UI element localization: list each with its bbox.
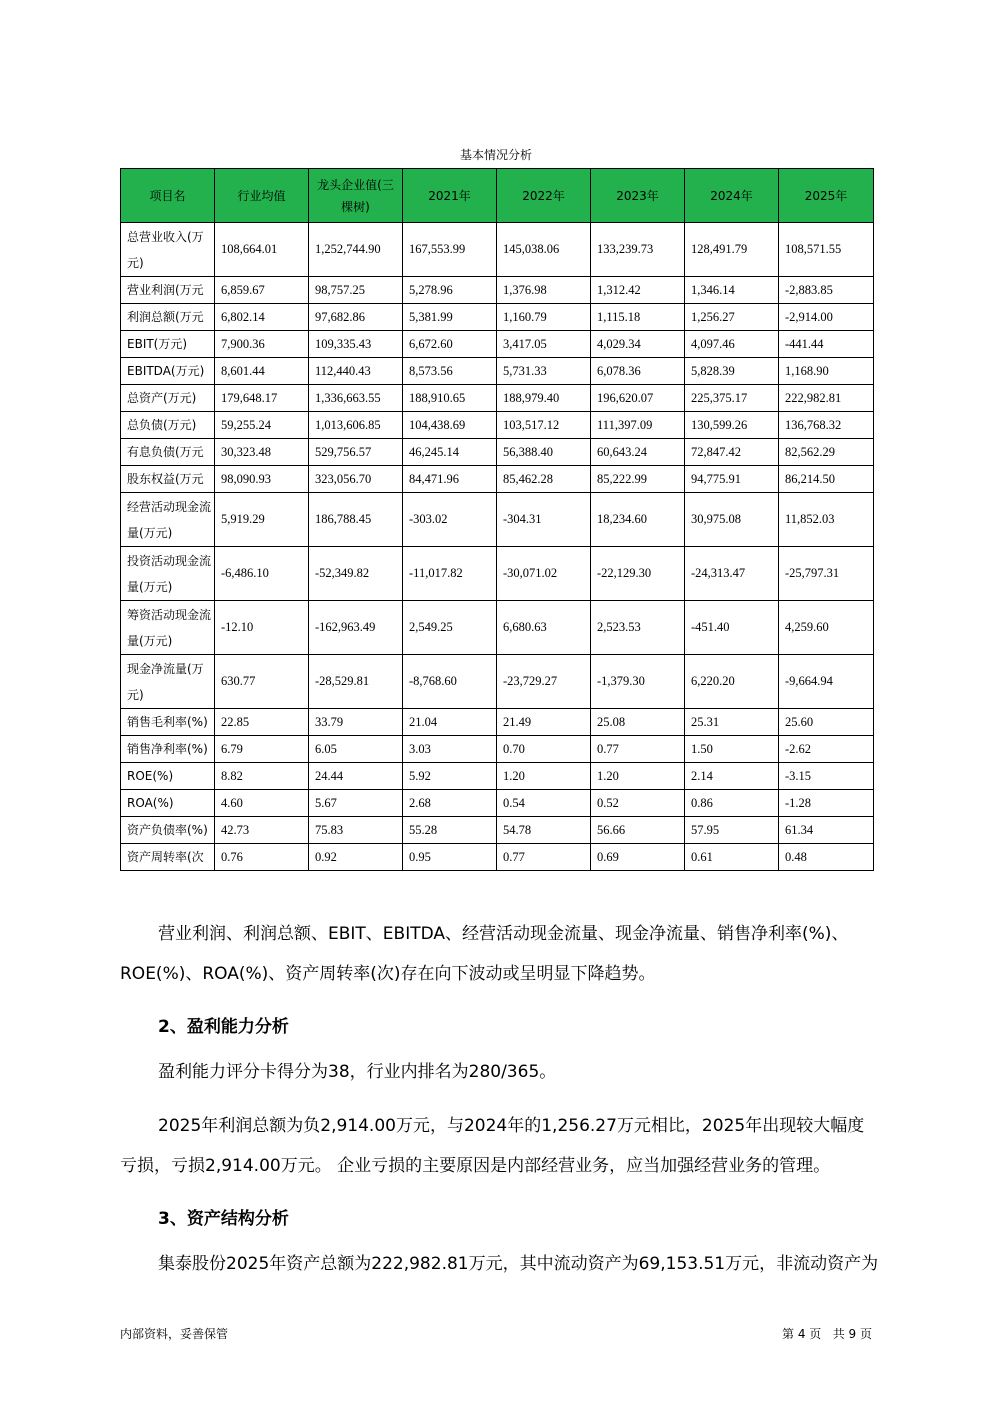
row-label: 总营业收入(万元)	[121, 223, 215, 277]
table-cell: 1.20	[497, 763, 591, 790]
table-cell: 8,573.56	[403, 358, 497, 385]
table-header-cell: 2023年	[591, 169, 685, 223]
table-cell: 1,312.42	[591, 277, 685, 304]
table-cell: 22.85	[215, 709, 309, 736]
table-cell: 1,256.27	[685, 304, 779, 331]
table-row	[121, 736, 874, 763]
table-cell: -22,129.30	[591, 547, 685, 601]
table-cell: -1.28	[779, 790, 874, 817]
table-cell: -304.31	[497, 493, 591, 547]
table-row	[121, 466, 874, 493]
table-cell: -12.10	[215, 601, 309, 655]
table-cell: -6,486.10	[215, 547, 309, 601]
table-cell: -52,349.82	[309, 547, 403, 601]
table-cell: -23,729.27	[497, 655, 591, 709]
table-header-cell: 2024年	[685, 169, 779, 223]
table-cell: 4.60	[215, 790, 309, 817]
table-cell: 0.48	[779, 844, 874, 871]
table-row	[121, 304, 874, 331]
table-cell: 128,491.79	[685, 223, 779, 277]
table-cell: 0.52	[591, 790, 685, 817]
table-cell: 0.92	[309, 844, 403, 871]
section-2-title: 2、盈利能力分析	[158, 1017, 289, 1037]
table-cell: 104,438.69	[403, 412, 497, 439]
table-cell: -1,379.30	[591, 655, 685, 709]
table-cell: 21.04	[403, 709, 497, 736]
table-row	[121, 493, 874, 547]
row-label: 筹资活动现金流量(万元)	[121, 601, 215, 655]
table-cell: 6.79	[215, 736, 309, 763]
table-cell: 0.95	[403, 844, 497, 871]
table-cell: 25.31	[685, 709, 779, 736]
section-3-paragraph-1	[120, 1244, 880, 1284]
table-body	[121, 223, 874, 871]
table-cell: 103,517.12	[497, 412, 591, 439]
row-label: 资产周转率(次	[121, 844, 215, 871]
table-cell: -441.44	[779, 331, 874, 358]
table-cell: -24,313.47	[685, 547, 779, 601]
footer-page-number: 第 4 页 共 9 页	[782, 1327, 872, 1341]
table-cell: 57.95	[685, 817, 779, 844]
table-cell: -2,914.00	[779, 304, 874, 331]
section-2-paragraph-1	[120, 1052, 880, 1092]
table-cell: 222,982.81	[779, 385, 874, 412]
table-row	[121, 817, 874, 844]
table-cell: 0.70	[497, 736, 591, 763]
footer-confidential-note: 内部资料，妥善保管	[120, 1327, 229, 1341]
table-cell: 4,097.46	[685, 331, 779, 358]
table-cell: 56.66	[591, 817, 685, 844]
section-2-text-2: 2025年利润总额为负2,914.00万元，与2024年的1,256.27万元相比，2025年出现较大幅度亏损，亏损2,914.00万元。 企业亏损的主要原因是内部经营业务，应当加强经营业务的管理。	[120, 1116, 865, 1176]
table-cell: 186,788.45	[309, 493, 403, 547]
row-label: 销售净利率(%)	[121, 736, 215, 763]
table-cell: -11,017.82	[403, 547, 497, 601]
table-cell: 2.14	[685, 763, 779, 790]
table-header-cell: 2025年	[779, 169, 874, 223]
table-cell: 5,278.96	[403, 277, 497, 304]
table-cell: 130,599.26	[685, 412, 779, 439]
table-cell: 0.76	[215, 844, 309, 871]
table-cell: 59,255.24	[215, 412, 309, 439]
table-cell: 56,388.40	[497, 439, 591, 466]
table-cell: 54.78	[497, 817, 591, 844]
table-header-cell: 行业均值	[215, 169, 309, 223]
table-cell: 1,376.98	[497, 277, 591, 304]
table-cell: 98,757.25	[309, 277, 403, 304]
table-cell: 6,859.67	[215, 277, 309, 304]
table-cell: -8,768.60	[403, 655, 497, 709]
summary-text: 营业利润、利润总额、EBIT、EBITDA、经营活动现金流量、现金净流量、销售净利率(%)、ROE(%)、ROA(%)、资产周转率(次)存在向下波动或呈明显下降趋势。	[120, 924, 849, 984]
row-label: 资产负债率(%)	[121, 817, 215, 844]
table-cell: 179,648.17	[215, 385, 309, 412]
table-cell: 3.03	[403, 736, 497, 763]
table-cell: 4,259.60	[779, 601, 874, 655]
table-cell: 0.61	[685, 844, 779, 871]
row-label: 总资产(万元)	[121, 385, 215, 412]
table-cell: 8,601.44	[215, 358, 309, 385]
row-label: 总负债(万元)	[121, 412, 215, 439]
table-header-cell: 龙头企业值(三棵树)	[309, 169, 403, 223]
row-label: EBIT(万元)	[121, 331, 215, 358]
table-cell: -3.15	[779, 763, 874, 790]
table-cell: 3,417.05	[497, 331, 591, 358]
table-cell: 1,013,606.85	[309, 412, 403, 439]
table-cell: 18,234.60	[591, 493, 685, 547]
row-label: 营业利润(万元	[121, 277, 215, 304]
table-cell: 529,756.57	[309, 439, 403, 466]
table-cell: 225,375.17	[685, 385, 779, 412]
table-cell: -28,529.81	[309, 655, 403, 709]
table-cell: 2.68	[403, 790, 497, 817]
table-cell: 188,979.40	[497, 385, 591, 412]
row-label: ROE(%)	[121, 763, 215, 790]
table-cell: 196,620.07	[591, 385, 685, 412]
table-cell: 6.05	[309, 736, 403, 763]
table-cell: -162,963.49	[309, 601, 403, 655]
table-cell: 1,168.90	[779, 358, 874, 385]
table-caption: 基本情况分析	[459, 148, 532, 162]
table-cell: 0.54	[497, 790, 591, 817]
table-cell: 97,682.86	[309, 304, 403, 331]
table-cell: 61.34	[779, 817, 874, 844]
table-row	[121, 844, 874, 871]
section-2-paragraph-2	[120, 1106, 880, 1186]
table-cell: 0.77	[591, 736, 685, 763]
table-cell: -9,664.94	[779, 655, 874, 709]
table-cell: 2,549.25	[403, 601, 497, 655]
table-cell: 55.28	[403, 817, 497, 844]
table-row	[121, 277, 874, 304]
table-cell: 24.44	[309, 763, 403, 790]
row-label: ROA(%)	[121, 790, 215, 817]
table-cell: 188,910.65	[403, 385, 497, 412]
table-cell: -25,797.31	[779, 547, 874, 601]
row-label: 股东权益(万元	[121, 466, 215, 493]
summary-paragraph	[120, 914, 880, 994]
table-cell: 145,038.06	[497, 223, 591, 277]
table-cell: 72,847.42	[685, 439, 779, 466]
table-cell: 2,523.53	[591, 601, 685, 655]
table-row	[121, 547, 874, 601]
table-cell: 1,346.14	[685, 277, 779, 304]
table-cell: -2,883.85	[779, 277, 874, 304]
table-cell: 21.49	[497, 709, 591, 736]
table-header-row	[121, 169, 874, 223]
table-cell: 1.20	[591, 763, 685, 790]
row-label: 现金净流量(万元)	[121, 655, 215, 709]
table-row	[121, 439, 874, 466]
table-cell: 0.86	[685, 790, 779, 817]
table-cell: 5,828.39	[685, 358, 779, 385]
table-cell: -303.02	[403, 493, 497, 547]
table-cell: 6,680.63	[497, 601, 591, 655]
table-row	[121, 385, 874, 412]
table-cell: 30,323.48	[215, 439, 309, 466]
table-row	[121, 331, 874, 358]
table-row	[121, 358, 874, 385]
table-cell: 111,397.09	[591, 412, 685, 439]
table-cell: 133,239.73	[591, 223, 685, 277]
table-cell: 7,900.36	[215, 331, 309, 358]
row-label: EBITDA(万元)	[121, 358, 215, 385]
table-cell: 86,214.50	[779, 466, 874, 493]
table-cell: 108,571.55	[779, 223, 874, 277]
table-cell: 108,664.01	[215, 223, 309, 277]
table-cell: 46,245.14	[403, 439, 497, 466]
table-cell: -451.40	[685, 601, 779, 655]
table-cell: 112,440.43	[309, 358, 403, 385]
table-cell: 98,090.93	[215, 466, 309, 493]
row-label: 销售毛利率(%)	[121, 709, 215, 736]
table-cell: 1.50	[685, 736, 779, 763]
table-cell: 5,731.33	[497, 358, 591, 385]
table-cell: 109,335.43	[309, 331, 403, 358]
section-3-text-1: 集泰股份2025年资产总额为222,982.81万元，其中流动资产为69,153.51万元，非流动资产为	[158, 1254, 879, 1274]
basic-info-table	[120, 168, 874, 871]
table-cell: 1,115.18	[591, 304, 685, 331]
table-cell: 84,471.96	[403, 466, 497, 493]
table-cell: 5.67	[309, 790, 403, 817]
table-header-cell: 2022年	[497, 169, 591, 223]
table-row	[121, 655, 874, 709]
table-cell: 25.08	[591, 709, 685, 736]
table-cell: 94,775.91	[685, 466, 779, 493]
table-cell: 167,553.99	[403, 223, 497, 277]
row-label: 有息负债(万元	[121, 439, 215, 466]
table-cell: 1,252,744.90	[309, 223, 403, 277]
table-cell: 5,919.29	[215, 493, 309, 547]
table-cell: 323,056.70	[309, 466, 403, 493]
table-cell: 6,078.36	[591, 358, 685, 385]
table-cell: -30,071.02	[497, 547, 591, 601]
table-cell: 1,160.79	[497, 304, 591, 331]
table-row	[121, 412, 874, 439]
table-cell: 82,562.29	[779, 439, 874, 466]
table-row	[121, 223, 874, 277]
table-cell: 5.92	[403, 763, 497, 790]
table-cell: 33.79	[309, 709, 403, 736]
table-cell: 75.83	[309, 817, 403, 844]
row-label: 利润总额(万元	[121, 304, 215, 331]
table-cell: 0.69	[591, 844, 685, 871]
section-3-title: 3、资产结构分析	[158, 1209, 289, 1229]
table-cell: 60,643.24	[591, 439, 685, 466]
table-cell: 4,029.34	[591, 331, 685, 358]
table-cell: 30,975.08	[685, 493, 779, 547]
table-header-cell: 项目名	[121, 169, 215, 223]
table-cell: 0.77	[497, 844, 591, 871]
table-cell: 85,462.28	[497, 466, 591, 493]
table-cell: 42.73	[215, 817, 309, 844]
row-label: 投资活动现金流量(万元)	[121, 547, 215, 601]
table-cell: 8.82	[215, 763, 309, 790]
table-cell: 11,852.03	[779, 493, 874, 547]
table-cell: 1,336,663.55	[309, 385, 403, 412]
section-2-text-1: 盈利能力评分卡得分为38，行业内排名为280/365。	[158, 1062, 557, 1082]
table-row	[121, 790, 874, 817]
table-row	[121, 709, 874, 736]
table-cell: 5,381.99	[403, 304, 497, 331]
table-cell: 85,222.99	[591, 466, 685, 493]
table-cell: 6,802.14	[215, 304, 309, 331]
row-label: 经营活动现金流量(万元)	[121, 493, 215, 547]
table-cell: -2.62	[779, 736, 874, 763]
table-row	[121, 601, 874, 655]
table-cell: 136,768.32	[779, 412, 874, 439]
table-cell: 630.77	[215, 655, 309, 709]
table-cell: 6,672.60	[403, 331, 497, 358]
table-cell: 6,220.20	[685, 655, 779, 709]
table-header-cell: 2021年	[403, 169, 497, 223]
table-cell: 25.60	[779, 709, 874, 736]
table-row	[121, 763, 874, 790]
